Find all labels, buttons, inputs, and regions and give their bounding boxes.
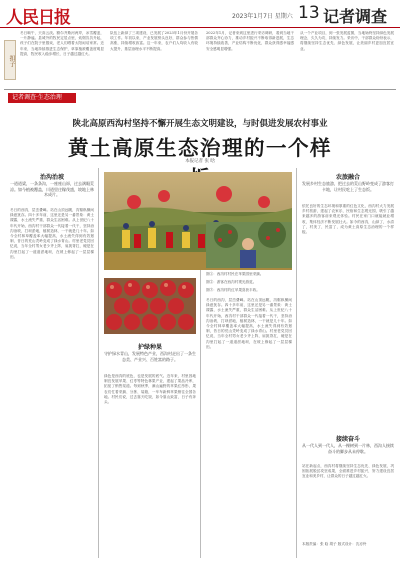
column-tag: 记者调查·生态治理 — [8, 93, 76, 103]
photo-caption: 图③：西沟村的红苹果喜获丰收。 — [206, 288, 260, 292]
top-story-label: 扣子 — [4, 40, 16, 80]
section-intro: 从一代人到一代人，从一棵树到一片林，西沟人接续奋斗的脚步从未停歇。 — [302, 443, 394, 454]
photo-apples — [104, 278, 196, 334]
top-story-col-2: 队伍上新绿了三项建设，已发展了2023年1月份开展各项工作。年初以来，产业发展势头良好，群众参与热情高涨，持续增收致富。这一年来，农户们人均收入有较大提升，基层治理水平不断提高。 — [110, 31, 198, 51]
top-divider — [4, 89, 396, 90]
top-story-col-3: 2022年1月，记者来到这里进行采访调研，看到当地干部群众齐心协力，推动乡村振兴不断取得新进展，生态环境持续改善，产业结构不断优化，群众获得感幸福感安全感明显增强。 — [206, 31, 294, 51]
section-subhead: 治沟治坡 — [39, 174, 64, 181]
section-body: 绿色是西沟的底色，也是发展的底气。近年来，村里因地制宜发展苹果、红枣等特色林果产业，建起了果品冷库，拓宽了销售渠道。每到秋季，满山遍野的苹果红彤彤，果农们忙着采摘、分拣、装箱，一车车新鲜苹果销往全国各地。村民们说，过去靠天吃饭，如今靠山致富，日子有奔头。 — [104, 374, 196, 405]
section-intro: 守护绿水青山，发展特色产业，西沟村走出了一条生态美、产业兴、百姓富的路子。 — [104, 351, 196, 362]
headline: 黄土高原生态治理的一个样 — [68, 136, 332, 160]
section-subhead: 农旅融合 — [335, 174, 360, 181]
section-body: 冬日的西沟，层峦叠嶂。站在山顶远眺，沟壑纵横间绿意犹存。四十多年前，这里还是另一番景象：黄土裸露，水土流失严重，群众生活困难。从上世纪八十年代开始，西沟村干部群众一代接着一代干，坚持治沟治坡，打坝淤地，植树造林，一干就是几十年。如今全村林草覆盖率大幅提高，水土流失得到有效遏制，昔日的荒山秃岭变成了绿水青山。村里老党员回忆说，当年全村男女老少齐上阵，肩挑背扛，硬是在沟里打起了一道道淤地坝，在坡上修起了一层层梯田。 — [206, 298, 292, 349]
section-intro: 发展乡村生态旅游，把过去的荒山野岭变成了游客打卡地，让村民吃上了生态饭。 — [302, 181, 394, 192]
page-number: 13 — [298, 3, 320, 23]
dateline: 2023年1月7日 星期六 — [232, 13, 293, 20]
column-rule — [98, 168, 99, 558]
section-subhead: 接续奋斗 — [335, 436, 360, 443]
section-body: 冬日的西沟，层峦叠嶂。站在山顶远眺，沟壑纵横间绿意犹存。四十多年前，这里还是另一番景象：黄土裸露，水土流失严重，群众生活困难。从上世纪八十年代开始，西沟村干部群众一代接着一代干，坚持治沟治坡，打坝淤地，植树造林，一干就是几十年。如今全村林草覆盖率大幅提高，水土流失得到有效遏制，昔日的荒山秃岭变成了绿水青山。村里老党员回忆说，当年全村男女老少齐上阵，肩挑背扛，硬是在沟里打起了一道道淤地坝，在坡上修起了一层层梯田。 — [10, 208, 94, 259]
top-story-col-1: 冬日晌午，天高云淡。额尔齐斯河两岸，冰雪覆盖，一片静谧。县城外的牧民定居点里，炊烟袅袅升起，孩子们在院子里嬉戏，老人们晒着太阳闲话家常。近年来，当地持续推进生态保护，草原植被覆盖度明显提高，牧民收入稳步增长，日子越过越红火。 — [20, 31, 104, 56]
byline: 本报记者 张 晗 — [185, 159, 215, 164]
section-body: 依托良好的生态环境和厚重的红色文化，西沟村大力发展乡村旅游，建起了农家乐、民宿和生态观光园，吸引了越来越多的游客前来观光体验。村民在家门口就能就业增收，集体经济不断发展壮大。如今的西沟，山绿了，水清了，村美了，民富了，成为黄土高原生态治理的一个样板。 — [302, 204, 394, 235]
kicker: 陕北高原西沟村坚持不懈开展生态文明建设，与时俱进发展农村事业 — [72, 119, 328, 129]
newspaper-logo: 人民日报 — [6, 8, 70, 28]
masthead — [0, 0, 400, 28]
column-rule — [296, 168, 297, 558]
photo-caption: 图①：西沟村村民在苹果园里采摘。 — [206, 272, 264, 276]
top-story-col-4: 从一个产业项目，到一张发展蓝图，当地始终坚持绿色发展理念，久久为功，持续发力。采访中，干部群众纷纷表示，将继续坚持生态优先、绿色发展，让美丽乡村更加宜居宜业。 — [300, 31, 394, 51]
section-intro: 一道道梁，一条条沟，一座座山峁，过去满眼荒凉。如今植被覆盖，川道里庄稼茂盛，坡地上林木成片。 — [10, 181, 94, 198]
photo-orchard — [206, 222, 292, 268]
footer-byline: 本版责编：张 晗 胡子 版式设计：沈亦伶 — [302, 542, 367, 546]
photo-caption: 图②：游客在西沟村观光游览。 — [206, 280, 257, 284]
section-subhead: 护绿种果 — [137, 344, 162, 351]
section-body: 站在新起点，西沟村将继续坚持生态优先、绿色发展，巩固拓展脱贫攻坚成果，全面推进乡村振兴，努力建设宜居宜业和美乡村，让群众的日子越过越红火。 — [302, 464, 394, 479]
section-title: 记者调查 — [323, 7, 388, 26]
